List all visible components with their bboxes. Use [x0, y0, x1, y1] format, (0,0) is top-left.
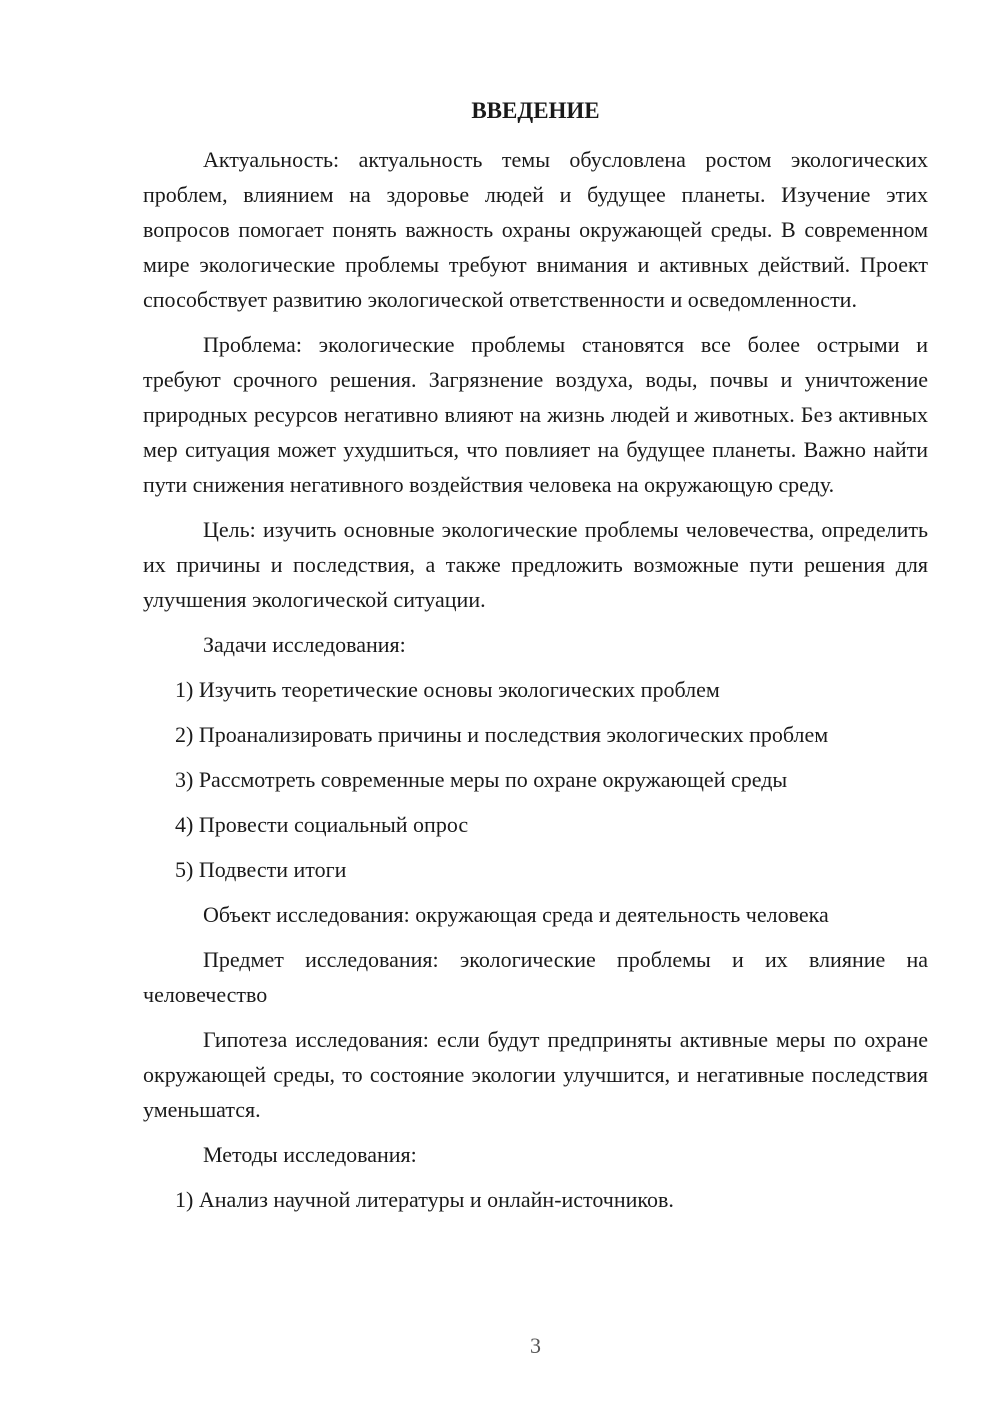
list-item: 2) Проанализировать причины и последствия экологических проблем	[175, 722, 829, 747]
subject-paragraph: Предмет исследования: экологические проблемы и их влияние на человечество	[143, 947, 928, 1007]
list-item: 4) Провести социальный опрос	[175, 812, 469, 837]
tasks-list	[143, 672, 928, 887]
section-heading: ВВЕДЕНИЕ	[471, 98, 600, 123]
list-item: 5) Подвести итоги	[175, 857, 347, 882]
methods-list	[143, 1182, 928, 1217]
object-paragraph: Объект исследования: окружающая среда и деятельность человека	[203, 902, 829, 927]
methods-label: Методы исследования:	[203, 1142, 417, 1167]
goal-paragraph: Цель: изучить основные экологические проблемы человечества, определить их причины и последствия, а также предложить возможные пути решения для улучшения экологической ситуации.	[143, 517, 928, 612]
relevance-paragraph: Актуальность: актуальность темы обусловлена ростом экологических проблем, влиянием на здоровье людей и будущее планеты. Изучение этих вопросов помогает понять важность охраны окружающей среды. В современном мире экологические проблемы требуют внимания и активных действий. Проект способствует развитию экологической ответственности и осведомленности.	[143, 147, 928, 312]
list-item: 1) Анализ научной литературы и онлайн-источников.	[175, 1187, 674, 1212]
list-item: 1) Изучить теоретические основы экологических проблем	[175, 677, 720, 702]
document-page	[143, 0, 928, 1414]
page-number: 3	[530, 1333, 541, 1358]
list-item: 3) Рассмотреть современные меры по охране окружающей среды	[175, 767, 788, 792]
document-body	[143, 142, 928, 1227]
tasks-label: Задачи исследования:	[203, 632, 406, 657]
problem-paragraph: Проблема: экологические проблемы становятся все более острыми и требуют срочного решения. Загрязнение воздуха, воды, почвы и уничтожение природных ресурсов негативно влияют на жизнь людей и животных. Без активных мер ситуация может ухудшиться, что повлияет на будущее планеты. Важно найти пути снижения негативного воздействия человека на окружающую среду.	[143, 332, 928, 497]
hypothesis-paragraph: Гипотеза исследования: если будут предприняты активные меры по охране окружающей среды, то состояние экологии улучшится, и негативные последствия уменьшатся.	[143, 1027, 928, 1122]
